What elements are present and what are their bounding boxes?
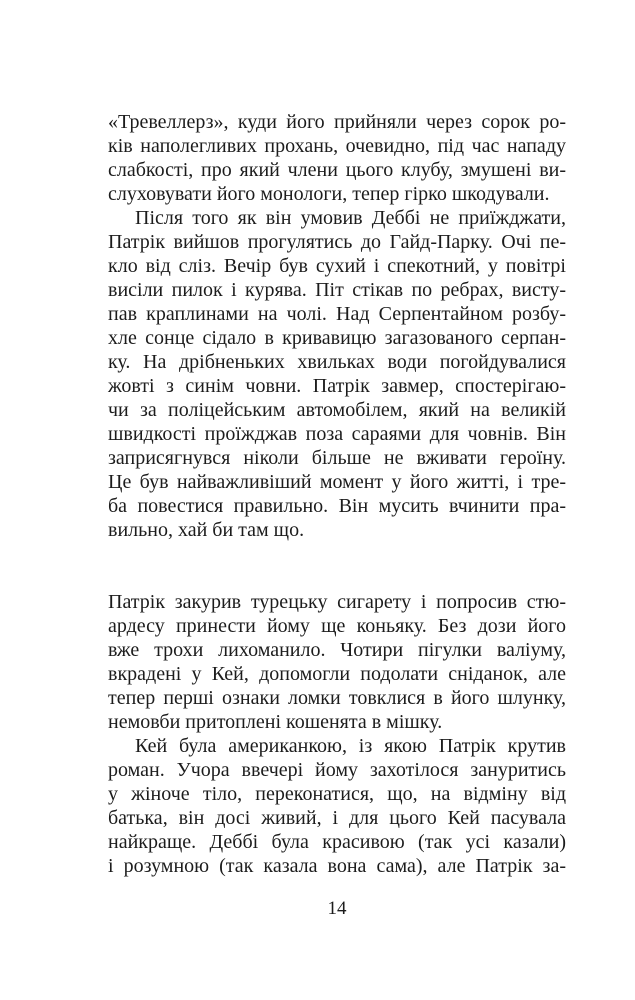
text-line: роман. Учора ввечері йому захотілося зануритись [108,759,566,781]
paragraph [108,590,566,734]
text-line: у жіноче тіло, переконатися, що, на відміну від [108,783,566,805]
text-line: вже трохи лихоманило. Чотири пігулки валіуму, [108,639,566,661]
text-line: пав краплинами на чолі. Над Серпентайном розбу- [108,303,566,325]
text-line: Після того як він умовив Деббі не приїжджати, [135,207,566,229]
text-line: кло від сліз. Вечір був сухий і спекотний, у повітрі [108,255,566,277]
text-line: слабкості, про який члени цього клубу, змушені ви- [108,159,566,181]
text-line: вильно, хай би там що. [108,519,305,541]
text-line: висіли пилок і курява. Піт стікав по ребрах, висту- [108,279,566,301]
page-text-block [108,110,566,878]
page-number: 14 [327,898,347,919]
text-line: батька, він досі живий, і для цього Кей пасувала [108,807,566,829]
text-line: «Тревеллерз», куди його прийняли через сорок ро- [108,111,566,133]
text-line: і розумною (так казала вона сама), але Патрік за- [108,855,566,877]
text-line: чи за поліцейським автомобілем, який на великій [108,399,566,421]
text-line: ардесу принести йому ще коньяку. Без дози його [108,615,566,637]
paragraph [108,734,566,878]
text-line: ба повестися правильно. Він мусить вчинити пра- [108,495,566,517]
text-line: немовби притоплені кошенята в мішку. [108,711,443,733]
text-line: ків наполегливих прохань, очевидно, під час нападу [108,135,566,157]
text-line: ку. На дрібненьких хвильках води погойдувалися [108,351,566,373]
text-line: Патрік вийшов прогулятись до Гайд-Парку. Очі пе- [108,231,566,253]
text-line: хле сонце сідало в кривавицю загазованого серпан- [108,327,566,349]
text-line: Кей була американкою, із якою Патрік крутив [135,735,566,757]
paragraph [108,110,566,206]
text-line: Патрік закурив турецьку сигарету і попросив стю- [108,591,566,613]
text-line: заприсягнувся ніколи більше не вживати героїну. [108,447,566,469]
text-line: тепер перші ознаки ломки товклися в його шлунку, [108,687,566,709]
text-line: жовті з синім човни. Патрік завмер, спостерігаю- [108,375,566,397]
text-line: Це був найважливіший момент у його житті, і тре- [108,471,566,493]
paragraph [108,206,566,542]
text-line: швидкості проїжджав поза сараями для човнів. Він [108,423,566,445]
text-line: слуховувати його монологи, тепер гірко шкодували. [108,183,550,205]
text-line: найкраще. Деббі була красивою (так усі казали) [108,831,566,853]
text-line: вкрадені у Кей, допомогли подолати сніданок, але [108,663,566,685]
